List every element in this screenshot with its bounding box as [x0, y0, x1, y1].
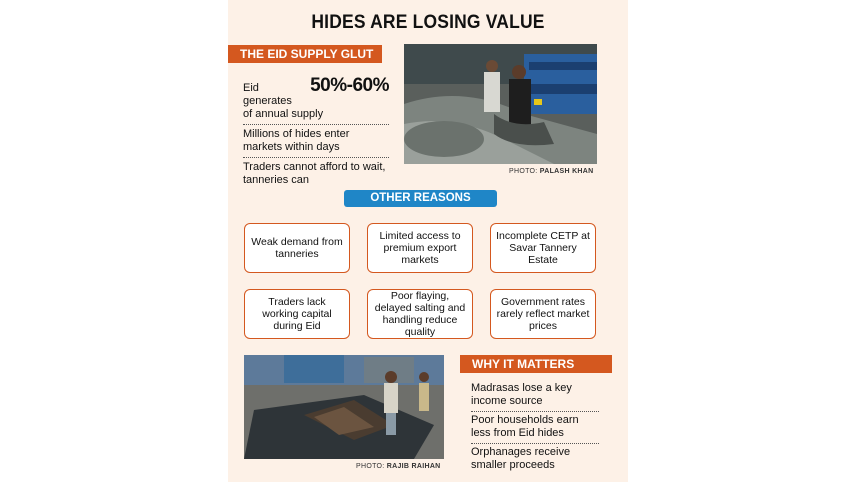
- reason-card: Incomplete CETP at Savar Tannery Estate: [490, 223, 596, 273]
- reason-card: Government rates rarely reflect market prices: [490, 289, 596, 339]
- reason-card: Poor flaying, delayed salting and handling reduce quality: [367, 289, 473, 339]
- credit-name: RAJIB RAIHAN: [386, 463, 441, 470]
- why-it-matters-list: [471, 380, 599, 475]
- credit-name: PALASH KHAN: [539, 168, 594, 175]
- other-reasons-heading: OTHER REASONS: [344, 190, 497, 207]
- stat-prefix: Eid generates: [243, 82, 292, 107]
- supply-glut-heading: THE EID SUPPLY GLUT: [228, 45, 382, 63]
- list-item: [243, 76, 389, 125]
- photo-credit-top: [509, 168, 594, 175]
- credit-prefix: PHOTO:: [509, 168, 538, 175]
- hides-street-photo: [244, 355, 444, 459]
- list-item: Poor households earn less from Eid hides: [471, 412, 599, 444]
- list-item: Traders cannot afford to wait, tanneries can: [243, 161, 386, 186]
- reason-card: Limited access to premium export markets: [367, 223, 473, 273]
- list-item: Madrasas lose a key income source: [471, 380, 599, 412]
- page-title: HIDES ARE LOSING VALUE: [311, 12, 545, 33]
- reason-card: Weak demand from tanneries: [244, 223, 350, 273]
- list-item: Millions of hides enter markets within days: [243, 125, 389, 158]
- list-item: Orphanages receive smaller proceeds: [471, 446, 571, 471]
- photo-credit-bottom: [356, 463, 441, 470]
- supply-glut-list: [243, 76, 389, 190]
- reason-card: Traders lack working capital during Eid: [244, 289, 350, 339]
- tannery-photo: [404, 44, 597, 164]
- credit-prefix: PHOTO:: [356, 463, 385, 470]
- stat-suffix: of annual supply: [243, 108, 324, 120]
- stat-value: 50%-60%: [310, 75, 389, 96]
- why-it-matters-heading: WHY IT MATTERS: [460, 355, 612, 373]
